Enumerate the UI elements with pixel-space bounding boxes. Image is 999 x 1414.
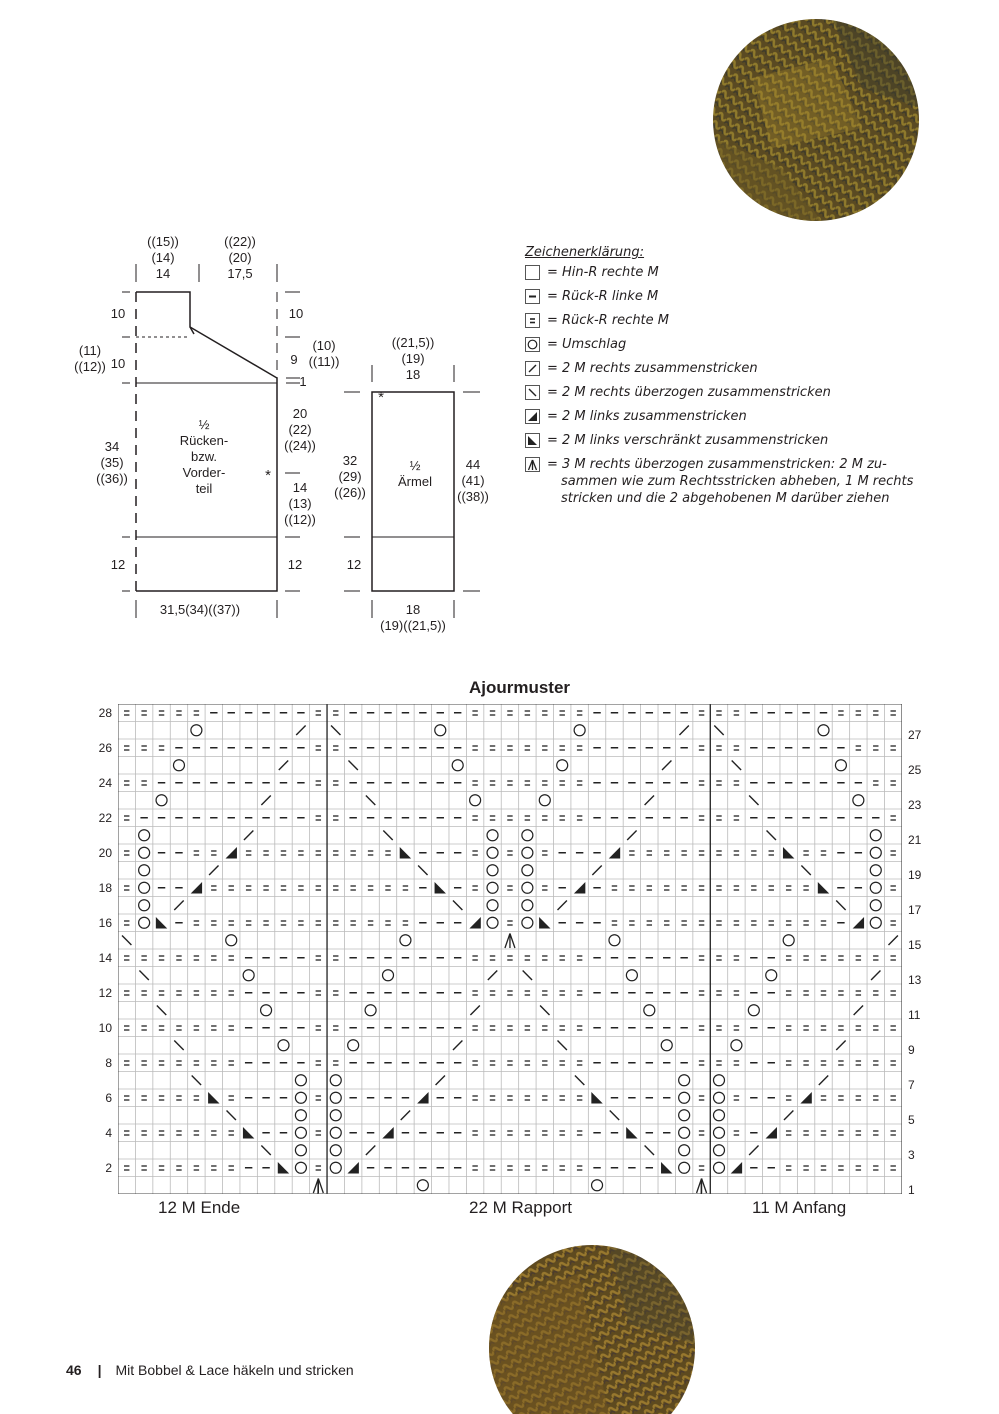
ssk-symbol (523, 971, 532, 981)
k2tog-symbol (209, 866, 218, 876)
k2tog-symbol (470, 1006, 479, 1016)
ssk-symbol (331, 726, 340, 736)
ssk-symbol (801, 866, 810, 876)
body-right-9: 9 (290, 352, 298, 367)
legend-item: = Umschlag (525, 336, 925, 360)
ssk-symbol (558, 1041, 567, 1051)
chart-row-number-right: 25 (908, 762, 922, 777)
body-right-20: 20 (22) ((24)) (284, 406, 316, 453)
yarn-over-symbol (365, 1005, 376, 1016)
body-right-1: 1 (299, 374, 307, 389)
yarn-over-symbol (766, 970, 777, 981)
yarn-over-symbol (679, 1075, 690, 1086)
yarn-over-symbol (470, 795, 481, 806)
body-left-10a: 10 (110, 306, 126, 321)
ssk-symbol (645, 1146, 654, 1156)
chart-row-number-right: 1 (908, 1182, 915, 1197)
yarn-over-symbol (191, 725, 202, 736)
chart-row-number-right: 15 (908, 937, 922, 952)
k2tog-symbol (645, 796, 654, 806)
yarn-over-symbol (278, 1040, 289, 1051)
yarn-over-symbol (487, 865, 498, 876)
k2tog-symbol (819, 1076, 828, 1086)
chart-row-number-left: 24 (98, 776, 112, 790)
yarn-over-symbol (853, 795, 864, 806)
sleeve-left-12: 12 (346, 557, 362, 572)
ssk-symbol (540, 1006, 549, 1016)
knitting-chart-grid (118, 704, 902, 1194)
body-left-34: 34 (35) ((36)) (96, 439, 128, 486)
yarn-over-symbol (713, 1110, 724, 1121)
yarn-over-symbol (609, 935, 620, 946)
body-right-10: 10 (288, 306, 304, 321)
ssk-symbol (749, 796, 758, 806)
yarn-over-symbol (783, 935, 794, 946)
ssk-symbol (174, 1041, 183, 1051)
yarn-over-symbol (295, 1110, 306, 1121)
chart-row-number-left: 10 (98, 1021, 112, 1035)
yarn-over-symbol (452, 760, 463, 771)
chart-row-number-right: 7 (908, 1077, 915, 1092)
body-right-10b: (10) ((11)) (308, 338, 340, 369)
sleeve-left-32: 32 (29) ((26)) (334, 453, 366, 500)
k2tog-symbol (453, 1041, 462, 1051)
yarn-over-symbol (348, 1040, 359, 1051)
chart-row-number-left: 2 (105, 1161, 112, 1175)
symbol-legend (525, 245, 925, 507)
body-left-10b: 10 (110, 356, 126, 371)
ssk-symbol (610, 1111, 619, 1121)
triangle-left-square-icon (525, 433, 540, 448)
k2tog-symbol (784, 1111, 793, 1121)
chart-row-number-right: 13 (908, 972, 922, 987)
k2tog-symbol (401, 1111, 410, 1121)
yarn-swatch-bottom-image (489, 1244, 695, 1414)
body-neck-width-dim: ((22)) (20) 17,5 (224, 234, 256, 281)
chart-row-number-left: 4 (105, 1126, 112, 1140)
triangle-right-square-icon (525, 409, 540, 424)
chart-label-start: 11 M Anfang (752, 1198, 847, 1217)
yarn-over-symbol (835, 760, 846, 771)
legend-item: = 2 M rechts zusammenstricken (525, 360, 925, 384)
chart-row-number-right: 27 (908, 727, 922, 742)
k2tog-symbol (436, 1076, 445, 1086)
chart-row-number-right: 3 (908, 1147, 915, 1162)
sleeve-top-width: ((21,5)) (19) 18 (391, 335, 435, 382)
legend-heading: Zeichenerklärung: (525, 245, 645, 260)
k2tog-symbol (244, 831, 253, 841)
yarn-over-symbol (226, 935, 237, 946)
yarn-over-symbol (139, 865, 150, 876)
ssk-symbol (122, 936, 131, 946)
body-bottom-width: 31,5(34)((37)) (159, 602, 241, 617)
legend-item: = 2 M rechts überzogen zusammenstricken (525, 384, 925, 408)
ssk-symbol (714, 726, 723, 736)
ssk-symbol (227, 1111, 236, 1121)
backslash-square-icon (525, 385, 540, 400)
body-left-12: 12 (110, 557, 126, 572)
arrow-up-square-icon (525, 457, 540, 472)
yarn-over-symbol (487, 830, 498, 841)
chart-row-number-left: 18 (98, 881, 112, 895)
yarn-over-symbol (383, 970, 394, 981)
ssk-symbol (767, 831, 776, 841)
yarn-over-symbol (818, 725, 829, 736)
slash-square-icon (525, 361, 540, 376)
double-dash-square-icon (525, 313, 540, 328)
yarn-over-symbol (330, 1075, 341, 1086)
yarn-over-symbol (330, 1145, 341, 1156)
sk2p-symbol (505, 934, 510, 949)
yarn-over-symbol (713, 1075, 724, 1086)
k2tog-symbol (871, 971, 880, 981)
ssk-symbol (366, 796, 375, 806)
k2tog-symbol (174, 901, 183, 911)
page-number: 46 (66, 1362, 82, 1378)
yarn-over-symbol (713, 1145, 724, 1156)
ssk-symbol (139, 971, 148, 981)
ssk-symbol (192, 1076, 201, 1086)
chart-row-number-right: 21 (908, 832, 922, 847)
yarn-over-symbol (592, 1180, 603, 1191)
sleeve-center-label: ½ Ärmel (398, 458, 432, 489)
yarn-over-symbol (679, 1110, 690, 1121)
chart-row-number-right: 19 (908, 867, 922, 882)
k2tog-symbol (366, 1146, 375, 1156)
chart-row-number-left: 6 (105, 1091, 112, 1105)
sk2p-symbol (702, 1179, 707, 1194)
circle-square-icon (525, 337, 540, 352)
k2tog-symbol (558, 901, 567, 911)
yarn-over-symbol (139, 830, 150, 841)
ssk-symbol (348, 761, 357, 771)
yarn-over-symbol (522, 865, 533, 876)
sleeve-star: * (378, 389, 384, 406)
body-left-11: (11) ((12)) (74, 343, 106, 374)
k2tog-symbol (854, 1006, 863, 1016)
sleeve-right-44: 44 (41) ((38)) (457, 457, 489, 504)
yarn-over-symbol (661, 1040, 672, 1051)
ssk-symbol (261, 1146, 270, 1156)
chart-row-number-left: 28 (98, 706, 112, 720)
legend-item: = 3 M rechts überzogen zusammenstricken: 2 M zu- sammen wie zum Rechtsstricken abheben, 1 M rechts stricken und die 2 abgehobenen M darüber ziehen (525, 456, 925, 507)
k2tog-symbol (279, 761, 288, 771)
yarn-over-symbol (557, 760, 568, 771)
legend-item: = Rück-R linke M (525, 288, 925, 312)
yarn-over-symbol (870, 865, 881, 876)
empty-square-icon (525, 265, 540, 280)
body-center-label: ½ Rücken- bzw. Vorder- teil (179, 417, 229, 496)
sleeve-bottom-width: 18 (19)((21,5)) (380, 602, 446, 633)
yarn-over-symbol (435, 725, 446, 736)
yarn-over-symbol (522, 830, 533, 841)
yarn-over-symbol (295, 1075, 306, 1086)
yarn-over-symbol (139, 900, 150, 911)
k2tog-symbol (592, 866, 601, 876)
body-right-12: 12 (287, 557, 303, 572)
body-top-width-dim: ((15)) (14) 14 (147, 234, 179, 281)
chart-row-number-left: 14 (98, 951, 112, 965)
sk2p-symbol (510, 934, 515, 949)
legend-item: = 2 M links zusammenstricken (525, 408, 925, 432)
k2tog-symbol (679, 726, 688, 736)
yarn-over-symbol (679, 1145, 690, 1156)
yarn-over-symbol (156, 795, 167, 806)
yarn-over-symbol (261, 1005, 272, 1016)
ssk-symbol (575, 1076, 584, 1086)
body-right-14: 14 (13) ((12)) (284, 480, 316, 527)
yarn-over-symbol (522, 900, 533, 911)
chart-row-number-left: 8 (105, 1056, 112, 1070)
chart-row-number-right: 17 (908, 902, 922, 917)
chart-row-number-left: 26 (98, 741, 112, 755)
yarn-over-symbol (330, 1110, 341, 1121)
yarn-over-symbol (626, 970, 637, 981)
yarn-over-symbol (870, 900, 881, 911)
yarn-over-symbol (487, 900, 498, 911)
ssk-symbol (836, 901, 845, 911)
yarn-over-symbol (644, 1005, 655, 1016)
chart-label-end: 12 M Ende (158, 1198, 241, 1217)
k2tog-symbol (488, 971, 497, 981)
k2tog-symbol (627, 831, 636, 841)
yarn-over-symbol (295, 1145, 306, 1156)
yarn-over-symbol (574, 725, 585, 736)
chart-row-number-left: 12 (98, 986, 112, 1000)
ssk-symbol (732, 761, 741, 771)
ssk-symbol (157, 1006, 166, 1016)
ssk-symbol (418, 866, 427, 876)
yarn-over-symbol (243, 970, 254, 981)
chart-row-number-left: 22 (98, 811, 112, 825)
chart-row-number-right: 23 (908, 797, 922, 812)
yarn-over-symbol (173, 760, 184, 771)
yarn-over-symbol (539, 795, 550, 806)
chart-row-number-right: 11 (908, 1007, 921, 1022)
chart-title: Ajourmuster (468, 678, 571, 697)
chart-row-number-right: 5 (908, 1112, 915, 1127)
k2tog-symbol (261, 796, 270, 806)
k2tog-symbol (888, 936, 897, 946)
legend-item: = Hin-R rechte M (525, 264, 925, 288)
k2tog-symbol (296, 726, 305, 736)
footer-separator: | (97, 1362, 102, 1378)
ssk-symbol (453, 901, 462, 911)
body-star: * (265, 467, 271, 484)
page-footer (66, 1362, 354, 1378)
yarn-over-symbol (731, 1040, 742, 1051)
yarn-over-symbol (870, 830, 881, 841)
legend-item: = Rück-R rechte M (525, 312, 925, 336)
chart-label-repeat: 22 M Rapport (469, 1198, 572, 1217)
book-title: Mit Bobbel & Lace häkeln und stricken (115, 1362, 354, 1378)
sk2p-symbol (318, 1179, 323, 1194)
k2tog-symbol (836, 1041, 845, 1051)
dash-square-icon (525, 289, 540, 304)
yarn-over-symbol (400, 935, 411, 946)
ssk-symbol (383, 831, 392, 841)
k2tog-symbol (749, 1146, 758, 1156)
chart-row-number-left: 16 (98, 916, 112, 930)
chart-row-number-right: 9 (908, 1042, 915, 1057)
k2tog-symbol (662, 761, 671, 771)
yarn-over-symbol (417, 1180, 428, 1191)
chart-row-number-left: 20 (98, 846, 112, 860)
legend-item: = 2 M links verschränkt zusammenstricken (525, 432, 925, 456)
yarn-over-symbol (748, 1005, 759, 1016)
